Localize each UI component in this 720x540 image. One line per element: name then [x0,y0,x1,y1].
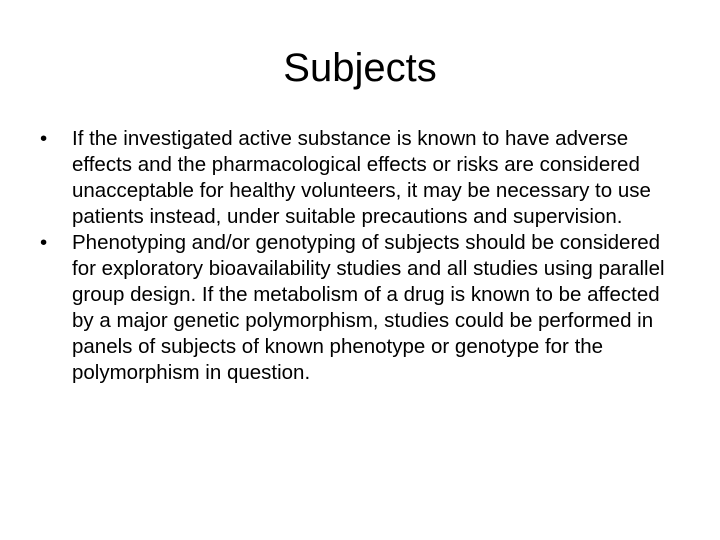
bullet-text: If the investigated active substance is known to have adverse effects and the pharmacological effects or risks are considered unacceptable for healthy volunteers, it may be necessary to use patients instead, under suitable precautions and supervision. [72,127,651,228]
bullet-list [36,126,686,386]
bullet-item [36,126,686,230]
slide-title: Subjects [283,46,437,90]
bullet-marker: • [40,231,48,254]
bullet-item [36,230,686,386]
bullet-text: Phenotyping and/or genotyping of subjects should be considered for exploratory bioavailability studies and all studies using parallel group design. If the metabolism of a drug is known to be affected by a major genetic polymorphism, studies could be performed in panels of subjects of known phenotype or genotype for the polymorphism in question. [72,231,665,384]
bullet-marker: • [40,127,48,150]
